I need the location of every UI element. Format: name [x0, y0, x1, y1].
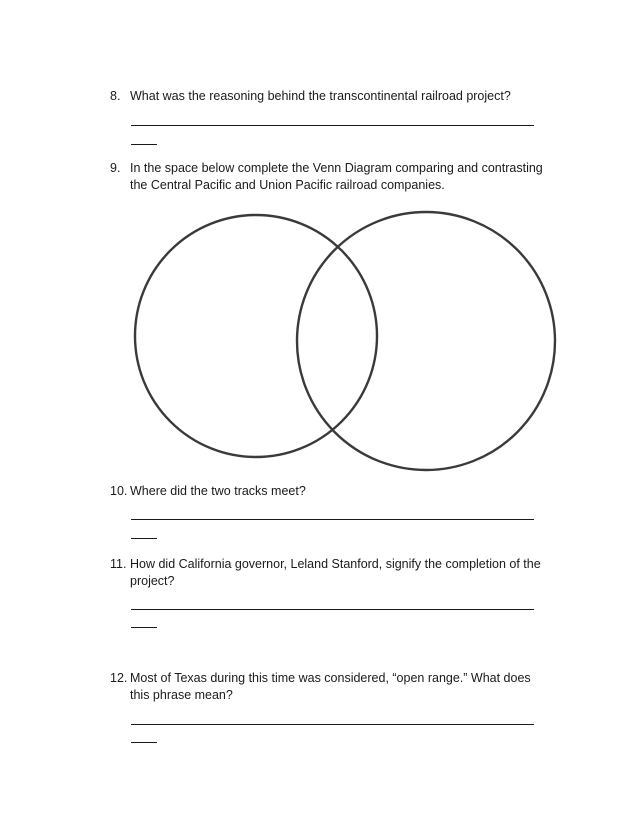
- question-text: Where did the two tracks meet?: [130, 484, 306, 498]
- answer-line[interactable]: [131, 724, 534, 725]
- answer-line[interactable]: [131, 519, 534, 520]
- answer-line[interactable]: [131, 609, 534, 610]
- question-number: 12.: [110, 671, 128, 685]
- question-number: 8.: [110, 89, 121, 103]
- question-number: 10.: [110, 484, 128, 498]
- venn-left-circle[interactable]: [135, 215, 377, 457]
- question-text: What was the reasoning behind the transcontinental railroad project?: [130, 89, 511, 103]
- venn-right-circle[interactable]: [297, 212, 555, 470]
- question-text: In the space below complete the Venn Diagram comparing and contrasting the Central Pacific and Union Pacific railroad companies.: [130, 161, 543, 192]
- question-number: 11.: [110, 557, 127, 571]
- answer-line-continuation[interactable]: [131, 742, 157, 743]
- answer-line-continuation[interactable]: [131, 538, 157, 539]
- answer-line-continuation[interactable]: [131, 627, 157, 628]
- question-text: How did California governor, Leland Stanford, signify the completion of the project?: [130, 557, 541, 588]
- question-number: 9.: [110, 161, 121, 175]
- question-text: Most of Texas during this time was considered, “open range.” What does this phrase mean?: [130, 671, 531, 702]
